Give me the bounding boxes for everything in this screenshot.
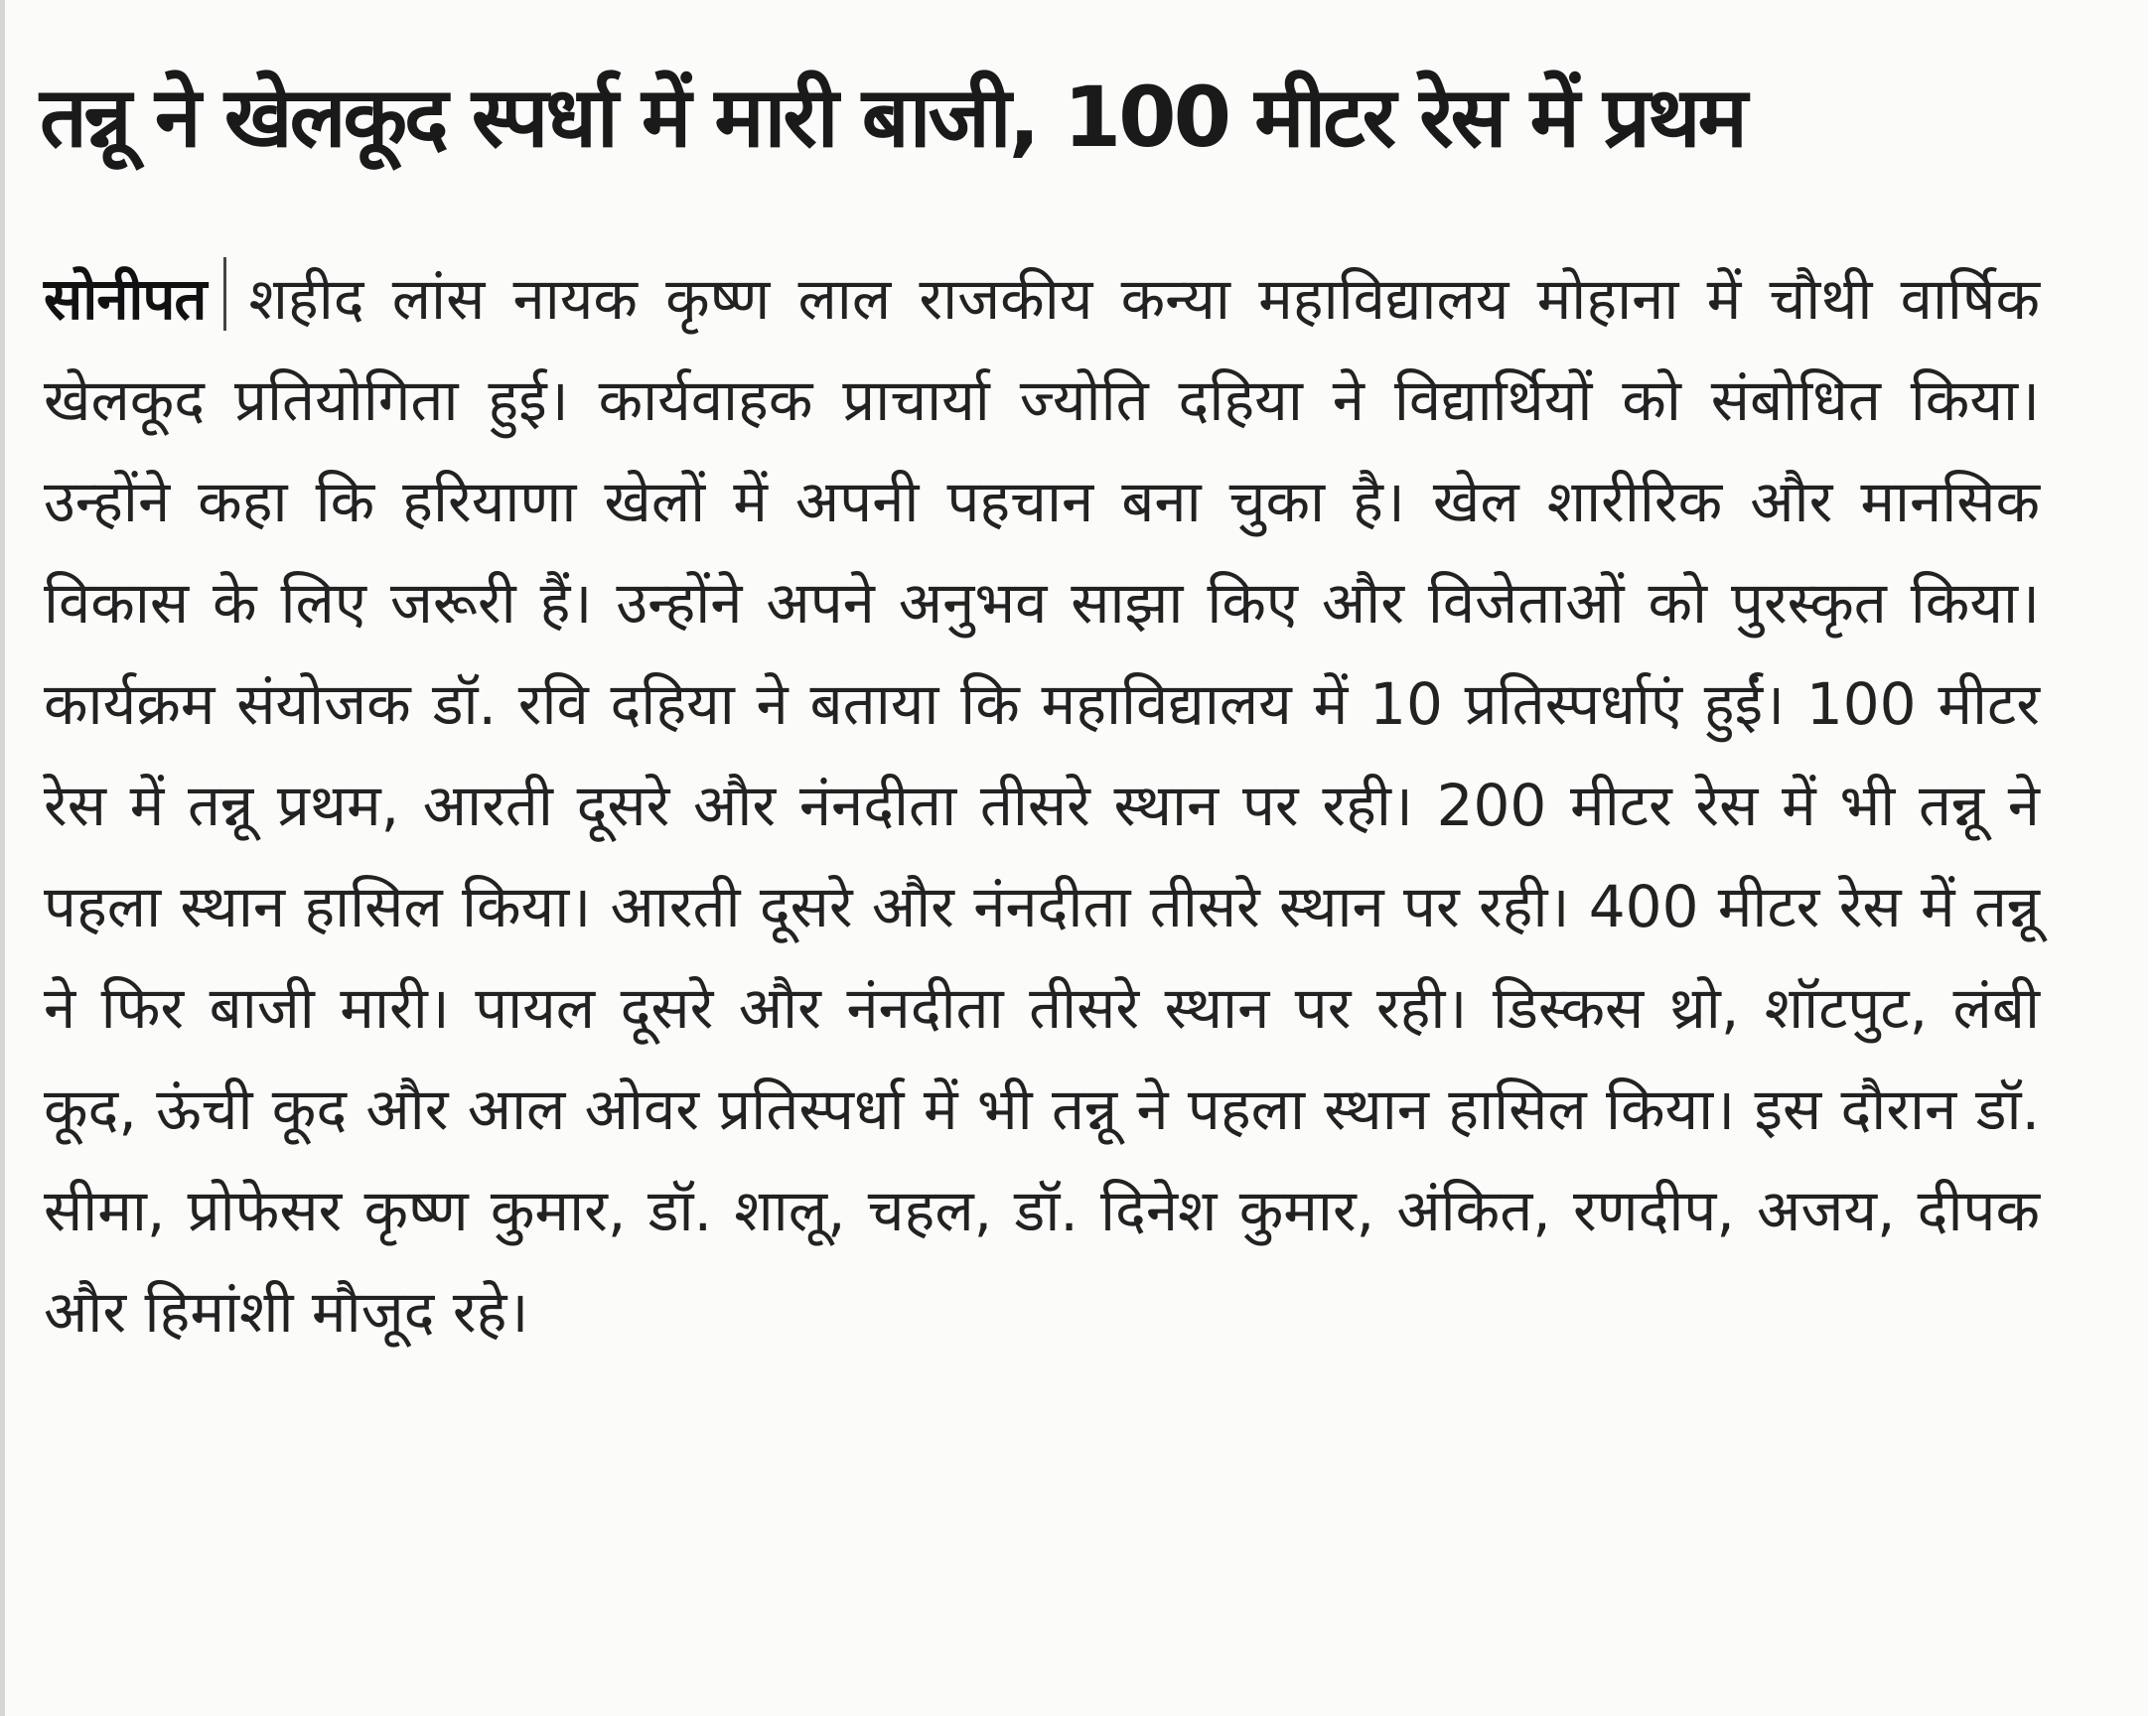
- dateline: सोनीपत: [44, 265, 207, 333]
- dateline-separator: [223, 257, 226, 331]
- article-text: शहीद लांस नायक कृष्ण लाल राजकीय कन्या महाविद्यालय मोहाना में चौथी वार्षिक खेलकूद प्रतियोगिता हुई। कार्यवाहक प्राचार्या ज्योति दहिया ने विद्यार्थियों को संबोधित किया। उन्होंने कहा कि हरियाणा खेलों में अपनी पहचान बना चुका है। खेल शारीरिक और मानसिक विकास के लिए जरूरी हैं। उन्होंने अपने अनुभव साझा किए और विजेताओं को पुरस्कृत किया। कार्यक्रम संयोजक डॉ. रवि दहिया ने बताया कि महाविद्यालय में 10 प्रतिस्पर्धाएं हुईं। 100 मीटर रेस में तन्नू प्रथम, आरती दूसरे और नंनदीता तीसरे स्थान पर रही। 200 मीटर रेस में भी तन्नू ने पहला स्थान हासिल किया। आरती दूसरे और नंनदीता तीसरे स्थान पर रही। 400 मीटर रेस में तन्नू ने फिर बाजी मारी। पायल दूसरे और नंनदीता तीसरे स्थान पर रही। डिस्कस थ्रो, शॉटपुट, लंबी कूद, ऊंची कूद और आल ओवर प्रतिस्पर्धा में भी तन्नू ने पहला स्थान हासिल किया। इस दौरान डॉ. सीमा, प्रोफेसर कृष्ण कुमार, डॉ. शालू, चहल, डॉ. दिनेश कुमार, अंकित, रणदीप, अजय, दीपक और हिमांशी मौजूद रहे।: [44, 265, 2041, 1346]
- column-rule: [0, 0, 5, 1716]
- headline: तन्नू ने खेलकूद स्पर्धा में मारी बाजी, 100 मीटर रेस में प्रथम: [40, 69, 1745, 166]
- article-body: [44, 248, 2040, 1362]
- page-edge: [2148, 0, 2156, 1716]
